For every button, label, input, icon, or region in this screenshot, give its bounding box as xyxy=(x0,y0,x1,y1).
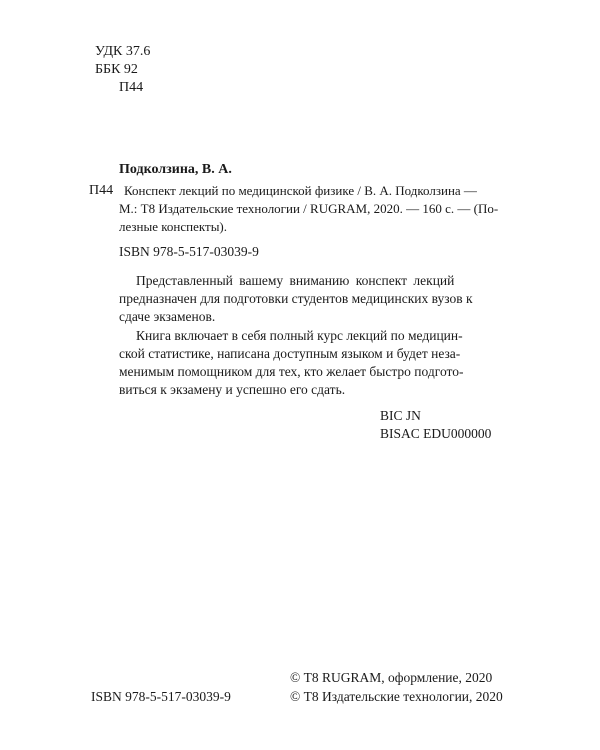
annotation-line: ской статистике, написана доступным языком и будет неза- xyxy=(119,346,461,361)
author-name: Подколзина, В. А. xyxy=(119,162,232,177)
description-line: лезные конспекты). xyxy=(119,219,228,234)
description-line: М.: Т8 Издательские технологии / RUGRAM, 2020. — 160 с. — (По- xyxy=(119,201,499,216)
annotation-line: Книга включает в себя полный курс лекций по медицин- xyxy=(136,328,463,343)
annotation-line: Представленный вашему вниманию конспект лекций xyxy=(136,273,455,288)
udk-code: УДК 37.6 xyxy=(95,44,151,59)
annotation-line: виться к экзамену и успешно его сдать. xyxy=(119,382,346,397)
author-mark-code: П44 xyxy=(119,80,144,95)
library-codes xyxy=(95,43,150,97)
description-line: Конспект лекций по медицинской физике / В. А. Подколзина — xyxy=(124,183,477,198)
annotation-line: менимым помощником для тех, кто желает быстро подгото- xyxy=(119,364,464,379)
bibliographic-description xyxy=(119,182,504,236)
annotation-paragraph-2 xyxy=(119,327,464,399)
annotation-paragraph-1 xyxy=(119,272,473,326)
side-code: П44 xyxy=(89,183,114,198)
bisac-code: BISAC EDU000000 xyxy=(380,426,492,441)
annotation-line: предназначен для подготовки студентов медицинских вузов к xyxy=(119,291,473,306)
subject-codes xyxy=(380,407,491,443)
bbk-code: ББК 92 xyxy=(95,62,138,77)
footer-isbn: ISBN 978-5-517-03039-9 xyxy=(91,689,231,704)
copyright-design: © Т8 RUGRAM, оформление, 2020 xyxy=(290,670,493,685)
copyright-publisher: © Т8 Издательские технологии, 2020 xyxy=(290,689,503,704)
annotation-line: сдаче экзаменов. xyxy=(119,309,216,324)
bic-code: BIC JN xyxy=(380,408,421,423)
isbn-record: ISBN 978-5-517-03039-9 xyxy=(119,244,259,259)
